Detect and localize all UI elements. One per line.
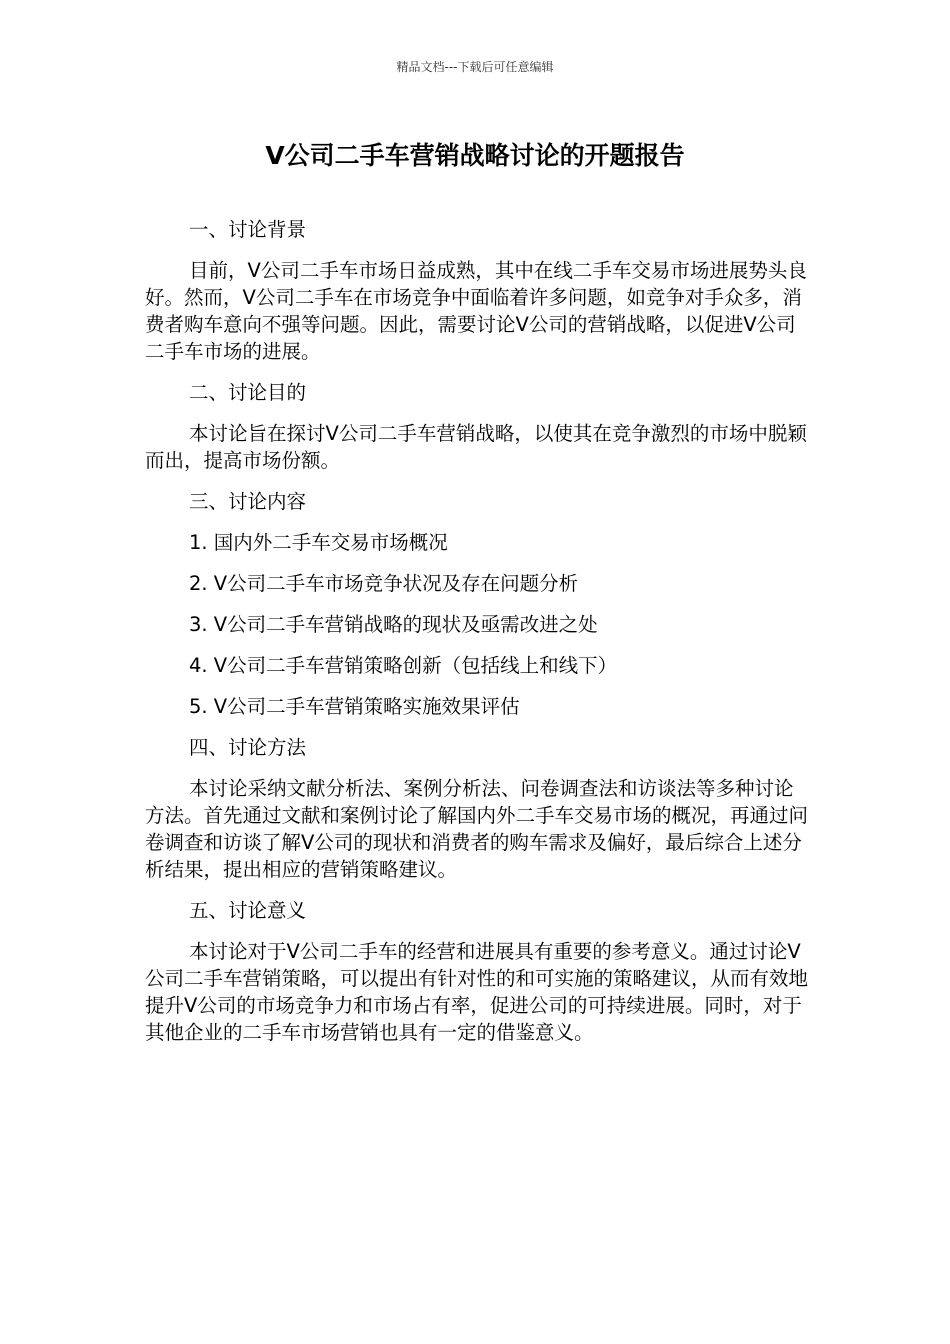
paragraph-method: 本讨论采纳文献分析法、案例分析法、问卷调查法和访谈法等多种讨论方法。首先通过文献和案例讨论了解国内外二手车交易市场的概况，再通过问卷调查和访谈了解V公司的现状和消费者的购车需求及偏好，最后综合上述分析结果，提出相应的营销策略建议。 <box>145 777 809 881</box>
paragraph-background: 目前，V公司二手车市场日益成熟，其中在线二手车交易市场进展势头良好。然而，V公司二手车在市场竞争中面临着许多问题，如竞争对手众多，消费者购车意向不强等问题。因此，需要讨论V公司的营销战略，以促进V公司二手车市场的进展。 <box>145 259 807 363</box>
list-item: 4. V公司二手车营销策略创新（包括线上和线下） <box>189 654 618 677</box>
section-heading-purpose: 二、讨论目的 <box>189 381 307 404</box>
list-item: 1. 国内外二手车交易市场概况 <box>189 531 448 554</box>
section-heading-background: 一、讨论背景 <box>189 218 307 241</box>
list-item: 3. V公司二手车营销战略的现状及亟需改进之处 <box>189 613 598 636</box>
document-title: V公司二手车营销战略讨论的开题报告 <box>265 141 685 170</box>
header-note: 精品文档---下载后可任意编辑 <box>396 60 554 74</box>
section-heading-significance: 五、讨论意义 <box>189 899 307 922</box>
section-heading-method: 四、讨论方法 <box>189 736 307 759</box>
document-body <box>145 216 809 1060</box>
paragraph-significance: 本讨论对于V公司二手车的经营和进展具有重要的参考意义。通过讨论V公司二手车营销策略，可以提出有针对性的和可实施的策略建议，从而有效地提升V公司的市场竞争力和市场占有率，促进公司的可持续进展。同时，对于其他企业的二手车市场营销也具有一定的借鉴意义。 <box>145 940 809 1044</box>
paragraph-purpose: 本讨论旨在探讨V公司二手车营销战略，以使其在竞争激烈的市场中脱颖而出，提高市场份额。 <box>145 422 807 472</box>
list-item: 5. V公司二手车营销策略实施效果评估 <box>189 695 520 718</box>
section-heading-content: 三、讨论内容 <box>189 490 307 513</box>
list-item: 2. V公司二手车市场竞争状况及存在问题分析 <box>189 572 579 595</box>
